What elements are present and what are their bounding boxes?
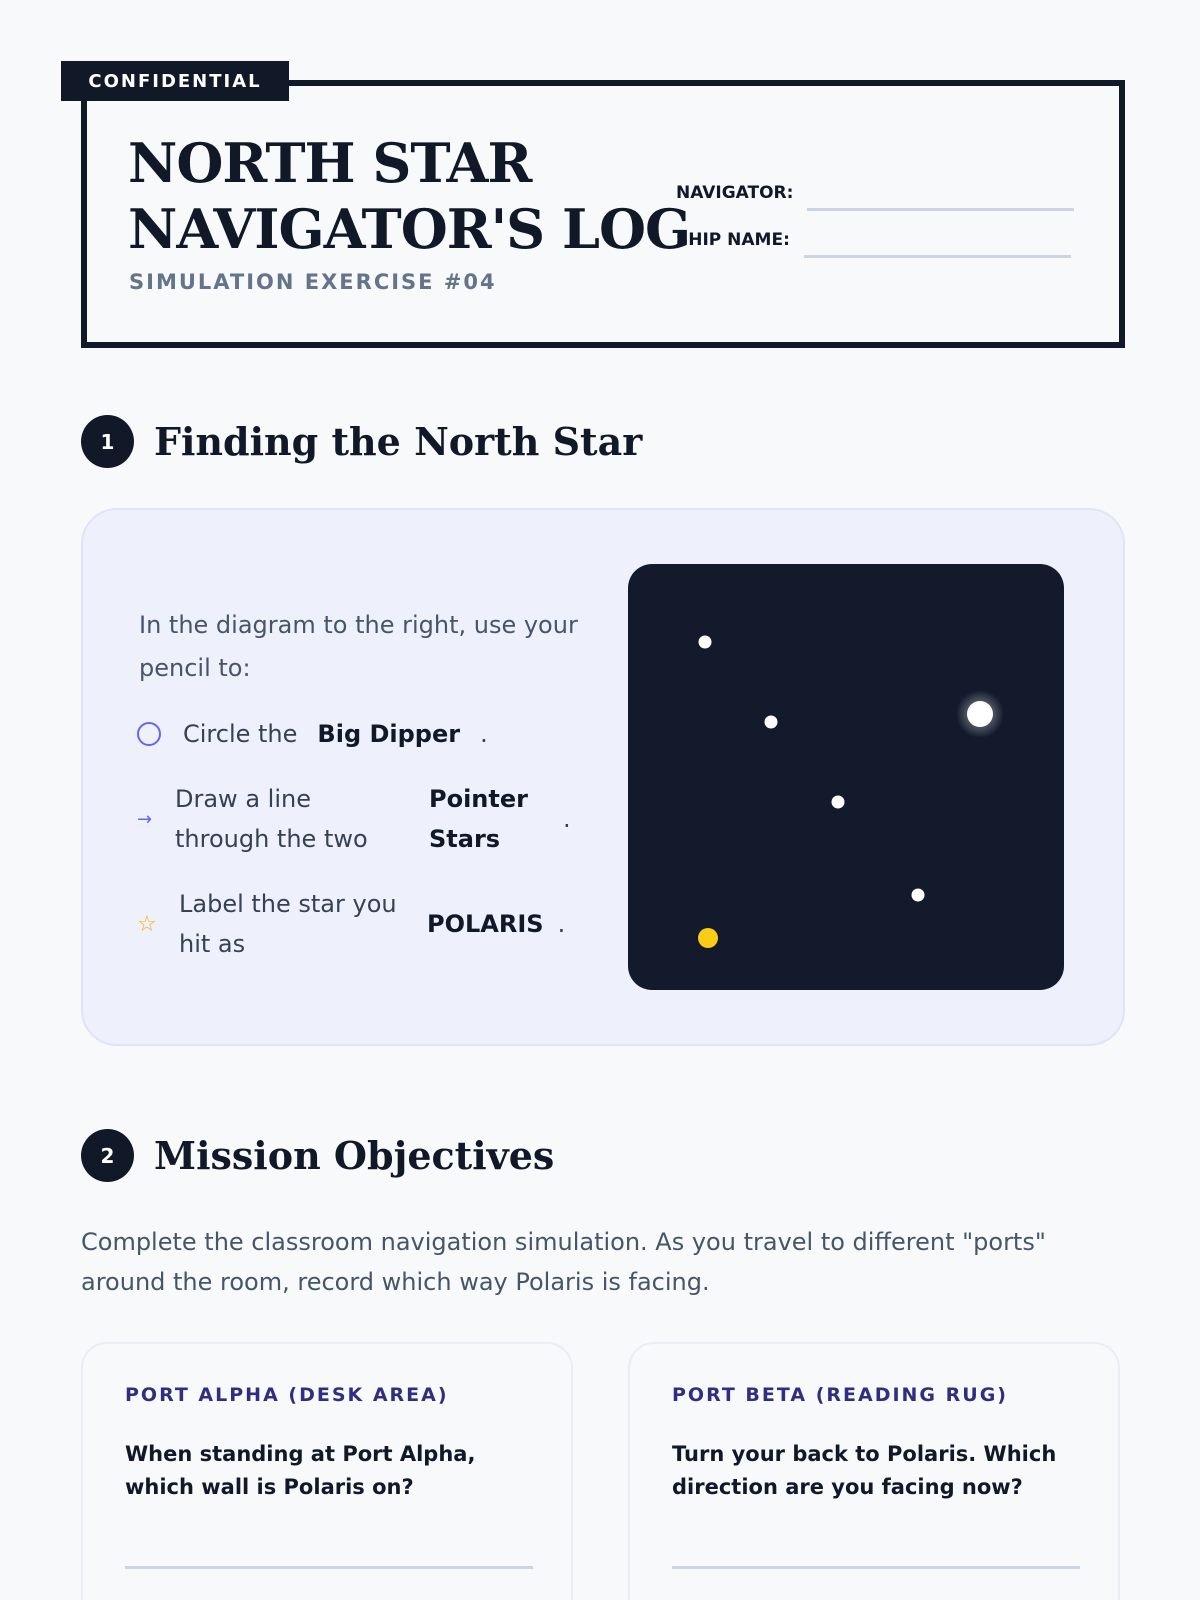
- port-beta-answer-line[interactable]: [672, 1566, 1080, 1569]
- star: [699, 636, 712, 649]
- header-box: [81, 80, 1125, 348]
- yellow-star: [698, 928, 718, 948]
- port-beta-question: Turn your back to Polaris. Which direction are you facing now?: [672, 1442, 1057, 1499]
- navigator-label: NAVIGATOR:: [676, 183, 794, 203]
- navigator-field[interactable]: [807, 208, 1074, 211]
- mission-instructions: Complete the classroom navigation simulation. As you travel to different "ports" around the room, record which way Polaris is facing.: [81, 1228, 1046, 1296]
- arrow-right-icon: →: [137, 808, 153, 830]
- task-end: .: [557, 910, 566, 938]
- section-1-heading: [81, 415, 642, 468]
- circle-icon: [137, 722, 161, 746]
- task-circle-big-dipper: [137, 708, 488, 760]
- task-end: .: [563, 805, 571, 833]
- port-alpha-title: PORT ALPHA (DESK AREA): [125, 1384, 449, 1406]
- ship-name-label: SHIP NAME:: [676, 230, 790, 250]
- star-outline-icon: ☆: [137, 911, 157, 937]
- task-label-polaris: [137, 874, 565, 974]
- task-bold: POLARIS: [427, 910, 544, 938]
- star: [912, 889, 925, 902]
- section-2-heading: [81, 1129, 554, 1182]
- navigator-row: [676, 183, 1074, 203]
- star-map: [628, 564, 1064, 990]
- task-bold: Big Dipper: [317, 720, 461, 748]
- task-end: .: [480, 720, 488, 748]
- star: [832, 796, 845, 809]
- section-2-number: 2: [81, 1129, 134, 1182]
- port-alpha-card: [81, 1342, 573, 1600]
- port-alpha-answer-line[interactable]: [125, 1566, 533, 1569]
- star: [765, 716, 778, 729]
- page-title: [128, 130, 691, 262]
- task-text: Draw a line through the two: [175, 785, 368, 853]
- north-star-instructions: In the diagram to the right, use your pencil to:: [139, 611, 578, 682]
- port-beta-title: PORT BETA (READING RUG): [672, 1384, 1008, 1406]
- ship-name-row: [676, 230, 1071, 250]
- ship-name-field[interactable]: [804, 255, 1071, 258]
- task-pointer-stars: [137, 774, 571, 864]
- confidential-badge: CONFIDENTIAL: [61, 61, 289, 101]
- task-text: Circle the: [183, 720, 298, 748]
- task-text: Label the star you hit as: [179, 890, 397, 958]
- task-bold: Pointer Stars: [429, 785, 528, 853]
- section-1-title: Finding the North Star: [154, 419, 643, 464]
- title-line-1: NORTH STAR: [128, 131, 532, 195]
- section-1-number: 1: [81, 415, 134, 468]
- star-diagram[interactable]: [628, 564, 1064, 990]
- bright-star: [967, 701, 993, 727]
- port-beta-card: [628, 1342, 1120, 1600]
- port-alpha-question: When standing at Port Alpha, which wall is Polaris on?: [125, 1442, 476, 1499]
- section-2-title: Mission Objectives: [154, 1133, 555, 1178]
- page-subtitle: SIMULATION EXERCISE #04: [129, 270, 497, 294]
- title-line-2: NAVIGATOR'S LOG: [128, 197, 691, 261]
